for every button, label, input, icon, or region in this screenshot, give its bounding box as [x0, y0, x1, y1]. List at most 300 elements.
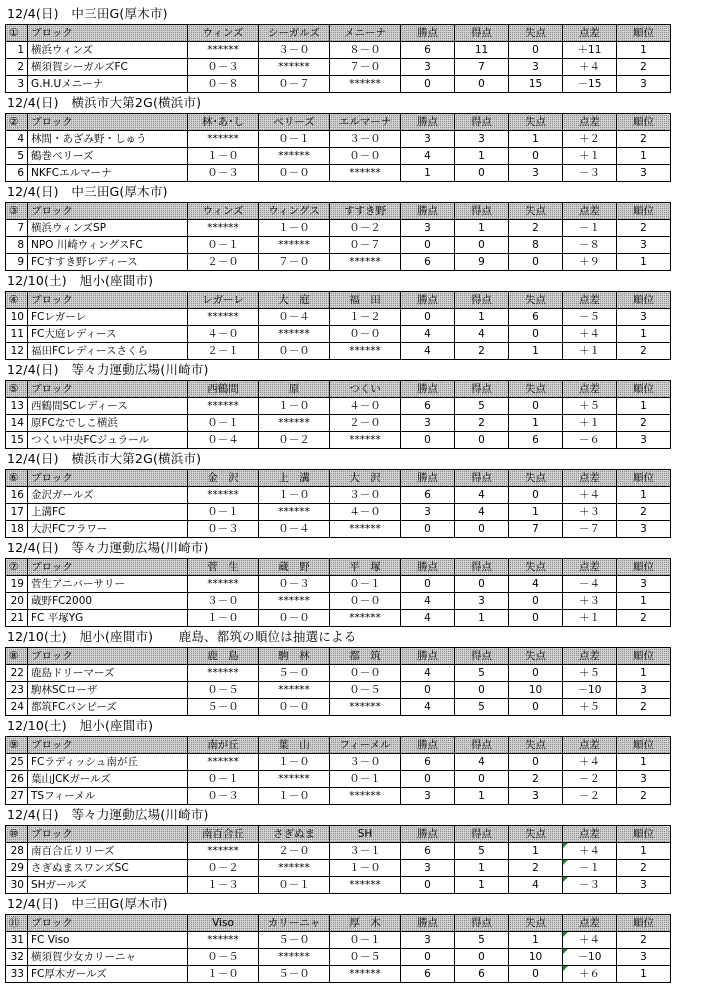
goals-against: 4 [509, 877, 563, 894]
table-row [6, 398, 671, 415]
header-gf-label: 得点 [455, 915, 509, 932]
match-result: ０－１ [330, 932, 401, 949]
team-name: 大沢FCフラワー [28, 521, 188, 538]
match-result: ０－１ [259, 131, 330, 148]
goals-against: 0 [509, 42, 563, 59]
match-result: ****** [330, 521, 401, 538]
goals-against: 3 [509, 59, 563, 76]
block-title: 12/10(土) 旭小(座間市) [7, 718, 154, 733]
header-gd-label: 点差 [563, 292, 617, 309]
header-pts-label: 勝点 [401, 915, 455, 932]
match-result: ０－４ [188, 432, 259, 449]
match-result: ０－３ [188, 165, 259, 182]
team-name: 横浜ウィンズ [28, 42, 188, 59]
team-name: 蔵野FC2000 [28, 593, 188, 610]
rank: 3 [617, 432, 671, 449]
points: 0 [401, 877, 455, 894]
match-result: ０－０ [330, 326, 401, 343]
goals-for: 1 [455, 860, 509, 877]
points: 6 [401, 487, 455, 504]
block-number: ⑪ [6, 915, 28, 932]
team-name: FC大庭レディース [28, 326, 188, 343]
table-row [6, 487, 671, 504]
header-ga-label: 失点 [509, 470, 563, 487]
team-number: 4 [6, 131, 28, 148]
match-result: ０－３ [259, 576, 330, 593]
goals-against: 2 [509, 220, 563, 237]
header-opponent: 菅 生 [188, 559, 259, 576]
header-ga-label: 失点 [509, 292, 563, 309]
team-name: NPO 川崎ウィングスFC [28, 237, 188, 254]
goal-difference: －８ [563, 237, 617, 254]
team-number: 33 [6, 966, 28, 983]
rank: 2 [617, 415, 671, 432]
goals-against: 1 [509, 932, 563, 949]
match-result: ４－０ [188, 326, 259, 343]
rank: 2 [617, 343, 671, 360]
header-row [6, 292, 671, 309]
points: 6 [401, 398, 455, 415]
header-opponent: 駒 林 [259, 648, 330, 665]
header-opponent: レガーレ [188, 292, 259, 309]
goals-against: 0 [509, 254, 563, 271]
team-number: 23 [6, 682, 28, 699]
goals-against: 6 [509, 309, 563, 326]
match-result: ０－２ [188, 860, 259, 877]
header-opponent: 上 溝 [259, 470, 330, 487]
table-row [6, 326, 671, 343]
match-result: ****** [330, 788, 401, 805]
rank: 1 [617, 148, 671, 165]
team-name: FC Viso [28, 932, 188, 949]
table-row [6, 42, 671, 59]
team-number: 25 [6, 754, 28, 771]
header-opponent: Viso [188, 915, 259, 932]
block-title: 12/10(土) 旭小(座間市) 鹿島、都筑の順位は抽選による [7, 629, 357, 644]
goal-difference: ＋９ [563, 254, 617, 271]
goals-against: 2 [509, 771, 563, 788]
rank: 1 [617, 843, 671, 860]
header-rank-label: 順位 [617, 25, 671, 42]
header-gd-label: 点差 [563, 25, 617, 42]
rank: 3 [617, 237, 671, 254]
header-block-label: ブロック [28, 203, 188, 220]
rank: 2 [617, 59, 671, 76]
match-result: ****** [330, 432, 401, 449]
header-gd-label: 点差 [563, 203, 617, 220]
header-block-label: ブロック [28, 826, 188, 843]
goal-difference: ＋４ [563, 487, 617, 504]
match-result: ０－３ [188, 521, 259, 538]
header-rank-label: 順位 [617, 470, 671, 487]
rank: 2 [617, 932, 671, 949]
points: 0 [401, 771, 455, 788]
table-row [6, 932, 671, 949]
table-row [6, 576, 671, 593]
header-opponent: ウィンズ [188, 25, 259, 42]
table-row [6, 771, 671, 788]
team-number: 27 [6, 788, 28, 805]
points: 3 [401, 131, 455, 148]
team-number: 10 [6, 309, 28, 326]
standings-sheet [5, 4, 667, 983]
goals-against: 0 [509, 398, 563, 415]
block-number: ① [6, 25, 28, 42]
header-gf-label: 得点 [455, 292, 509, 309]
header-pts-label: 勝点 [401, 203, 455, 220]
goals-for: 1 [455, 309, 509, 326]
header-block-label: ブロック [28, 381, 188, 398]
header-opponent: 南百合丘 [188, 826, 259, 843]
goals-for: 9 [455, 254, 509, 271]
header-gf-label: 得点 [455, 25, 509, 42]
header-gf-label: 得点 [455, 648, 509, 665]
team-name: 鹿島ドリーマーズ [28, 665, 188, 682]
team-name: 鶴巻ベリーズ [28, 148, 188, 165]
header-ga-label: 失点 [509, 737, 563, 754]
goal-difference: ＋１ [563, 610, 617, 627]
rank: 3 [617, 76, 671, 93]
header-opponent: メニーナ [330, 25, 401, 42]
team-name: G.H.Uメニーナ [28, 76, 188, 93]
goals-against: 1 [509, 504, 563, 521]
points: 3 [401, 788, 455, 805]
match-result: ０－２ [259, 432, 330, 449]
header-opponent: 福 田 [330, 292, 401, 309]
goals-for: 0 [455, 237, 509, 254]
match-result: ０－５ [330, 682, 401, 699]
rank: 3 [617, 165, 671, 182]
match-result: ****** [259, 59, 330, 76]
goals-for: 0 [455, 521, 509, 538]
header-gd-label: 点差 [563, 915, 617, 932]
team-name: 駒林SCローザ [28, 682, 188, 699]
table-row [6, 877, 671, 894]
points: 1 [401, 165, 455, 182]
table-row [6, 165, 671, 182]
header-opponent: シーガルズ [259, 25, 330, 42]
points: 0 [401, 237, 455, 254]
header-block-label: ブロック [28, 470, 188, 487]
match-result: ３－０ [188, 593, 259, 610]
match-result: ０－５ [188, 682, 259, 699]
team-number: 14 [6, 415, 28, 432]
team-name: FCすすき野レディース [28, 254, 188, 271]
header-gf-label: 得点 [455, 470, 509, 487]
block-number: ⑧ [6, 648, 28, 665]
match-result: ****** [188, 487, 259, 504]
table-row [6, 610, 671, 627]
match-result: ３－０ [330, 754, 401, 771]
match-result: ****** [259, 771, 330, 788]
match-result: ****** [330, 610, 401, 627]
team-number: 2 [6, 59, 28, 76]
header-pts-label: 勝点 [401, 292, 455, 309]
goals-against: 7 [509, 521, 563, 538]
points: 0 [401, 309, 455, 326]
rank: 1 [617, 593, 671, 610]
rank: 3 [617, 682, 671, 699]
match-result: ****** [259, 148, 330, 165]
match-result: ０－１ [330, 771, 401, 788]
match-result: ０－１ [188, 415, 259, 432]
team-number: 1 [6, 42, 28, 59]
rank: 1 [617, 42, 671, 59]
match-result: ０－０ [330, 148, 401, 165]
team-number: 15 [6, 432, 28, 449]
team-number: 26 [6, 771, 28, 788]
table-row [6, 343, 671, 360]
header-gd-label: 点差 [563, 559, 617, 576]
block-table [5, 469, 671, 538]
block-table [5, 914, 671, 983]
table-row [6, 220, 671, 237]
match-result: ０－７ [259, 76, 330, 93]
rank: 2 [617, 860, 671, 877]
table-row [6, 699, 671, 716]
match-result: １－０ [259, 398, 330, 415]
match-result: ０－５ [330, 949, 401, 966]
team-number: 12 [6, 343, 28, 360]
team-number: 6 [6, 165, 28, 182]
block-title: 12/4(日) 中三田G(厚木市) [7, 896, 168, 911]
team-number: 19 [6, 576, 28, 593]
goals-for: 4 [455, 754, 509, 771]
goal-difference: ＋１ [563, 415, 617, 432]
goal-difference: －15 [563, 76, 617, 93]
header-ga-label: 失点 [509, 648, 563, 665]
match-result: ****** [330, 699, 401, 716]
header-ga-label: 失点 [509, 915, 563, 932]
header-pts-label: 勝点 [401, 25, 455, 42]
block-title: 12/4(日) 等々力運動広場(川崎市) [7, 362, 209, 377]
match-result: １－０ [259, 220, 330, 237]
match-result: ****** [330, 877, 401, 894]
goals-for: 0 [455, 771, 509, 788]
rank: 2 [617, 504, 671, 521]
block-title: 12/4(日) 横浜市大第2G(横浜市) [7, 95, 202, 110]
goals-for: 0 [455, 682, 509, 699]
header-opponent: ウィングス [259, 203, 330, 220]
goals-for: 1 [455, 148, 509, 165]
team-name: 横須賀シーガルズFC [28, 59, 188, 76]
rank: 1 [617, 398, 671, 415]
team-name: 横須賀少女カリーニャ [28, 949, 188, 966]
header-opponent: 林･あ･し [188, 114, 259, 131]
goals-for: 4 [455, 504, 509, 521]
goal-difference: ＋４ [563, 754, 617, 771]
goals-for: 4 [455, 487, 509, 504]
match-result: ２－０ [188, 254, 259, 271]
goal-difference: －５ [563, 309, 617, 326]
points: 3 [401, 504, 455, 521]
header-gd-label: 点差 [563, 470, 617, 487]
header-gf-label: 得点 [455, 381, 509, 398]
header-ga-label: 失点 [509, 114, 563, 131]
points: 4 [401, 699, 455, 716]
match-result: ０－３ [188, 788, 259, 805]
header-gf-label: 得点 [455, 203, 509, 220]
header-gd-label: 点差 [563, 648, 617, 665]
goal-difference: ＋４ [563, 932, 617, 949]
goal-difference: ＋１ [563, 343, 617, 360]
goal-difference: ＋３ [563, 504, 617, 521]
goals-against: 3 [509, 165, 563, 182]
team-name: 林間・あざみ野・しゅう [28, 131, 188, 148]
table-row [6, 966, 671, 983]
header-opponent: 葉 山 [259, 737, 330, 754]
team-number: 11 [6, 326, 28, 343]
rank: 1 [617, 326, 671, 343]
rank: 1 [617, 665, 671, 682]
goals-for: 3 [455, 131, 509, 148]
header-opponent: ウィンズ [188, 203, 259, 220]
header-row [6, 381, 671, 398]
match-result: １－２ [330, 309, 401, 326]
header-block-label: ブロック [28, 915, 188, 932]
header-row [6, 559, 671, 576]
rank: 2 [617, 788, 671, 805]
goal-difference: －10 [563, 682, 617, 699]
rank: 3 [617, 521, 671, 538]
points: 3 [401, 220, 455, 237]
goals-against: 4 [509, 576, 563, 593]
goal-difference: ＋４ [563, 326, 617, 343]
match-result: ****** [259, 682, 330, 699]
points: 6 [401, 754, 455, 771]
goals-against: 1 [509, 843, 563, 860]
block-table [5, 113, 671, 182]
match-result: ０－４ [259, 521, 330, 538]
header-opponent: 蔵 野 [259, 559, 330, 576]
match-result: ****** [188, 754, 259, 771]
points: 4 [401, 665, 455, 682]
block-number: ⑨ [6, 737, 28, 754]
block-number: ⑤ [6, 381, 28, 398]
rank: 3 [617, 771, 671, 788]
block-title: 12/10(土) 旭小(座間市) [7, 273, 154, 288]
goal-difference: ＋５ [563, 398, 617, 415]
goals-for: 5 [455, 932, 509, 949]
header-block-label: ブロック [28, 25, 188, 42]
header-gd-label: 点差 [563, 114, 617, 131]
match-result: ０－５ [188, 949, 259, 966]
team-number: 5 [6, 148, 28, 165]
goals-against: 2 [509, 860, 563, 877]
table-row [6, 254, 671, 271]
block-title: 12/4(日) 等々力運動広場(川崎市) [7, 807, 209, 822]
header-row [6, 648, 671, 665]
match-result: ０－１ [188, 237, 259, 254]
match-result: １－０ [259, 788, 330, 805]
table-row [6, 682, 671, 699]
header-opponent: 原 [259, 381, 330, 398]
table-row [6, 148, 671, 165]
match-result: １－０ [259, 754, 330, 771]
points: 0 [401, 521, 455, 538]
team-number: 32 [6, 949, 28, 966]
header-pts-label: 勝点 [401, 114, 455, 131]
match-result: ０－３ [188, 59, 259, 76]
header-rank-label: 順位 [617, 915, 671, 932]
team-number: 28 [6, 843, 28, 860]
points: 6 [401, 843, 455, 860]
header-block-label: ブロック [28, 292, 188, 309]
goals-against: 0 [509, 593, 563, 610]
header-gd-label: 点差 [563, 826, 617, 843]
table-row [6, 131, 671, 148]
match-result: ５－０ [259, 932, 330, 949]
goals-against: 10 [509, 949, 563, 966]
header-gd-label: 点差 [563, 381, 617, 398]
goal-difference: －10 [563, 949, 617, 966]
table-row [6, 860, 671, 877]
points: 0 [401, 76, 455, 93]
points: 3 [401, 415, 455, 432]
team-name: 西鶴間SCレディース [28, 398, 188, 415]
table-row [6, 521, 671, 538]
header-opponent: 鹿 島 [188, 648, 259, 665]
block-table [5, 825, 671, 894]
header-rank-label: 順位 [617, 826, 671, 843]
team-number: 3 [6, 76, 28, 93]
block-title: 12/4(日) 中三田G(厚木市) [7, 184, 168, 199]
match-result: ０－１ [330, 576, 401, 593]
header-row [6, 737, 671, 754]
header-pts-label: 勝点 [401, 737, 455, 754]
match-result: ****** [259, 593, 330, 610]
header-pts-label: 勝点 [401, 648, 455, 665]
match-result: ２－１ [188, 343, 259, 360]
match-result: ２－０ [330, 415, 401, 432]
header-rank-label: 順位 [617, 203, 671, 220]
match-result: ０－２ [330, 220, 401, 237]
header-rank-label: 順位 [617, 292, 671, 309]
block-table [5, 558, 671, 627]
team-number: 20 [6, 593, 28, 610]
goal-difference: ＋11 [563, 42, 617, 59]
header-opponent: つくい [330, 381, 401, 398]
goal-difference: ＋３ [563, 593, 617, 610]
goals-for: 7 [455, 59, 509, 76]
header-row [6, 25, 671, 42]
match-result: １－０ [188, 966, 259, 983]
header-opponent: フィーメル [330, 737, 401, 754]
block-number: ⑦ [6, 559, 28, 576]
goals-for: 0 [455, 576, 509, 593]
header-gf-label: 得点 [455, 559, 509, 576]
team-name: 葉山JCKガールズ [28, 771, 188, 788]
header-opponent: SH [330, 826, 401, 843]
match-result: ****** [188, 576, 259, 593]
block-table [5, 202, 671, 271]
header-gd-label: 点差 [563, 737, 617, 754]
team-number: 13 [6, 398, 28, 415]
header-opponent: 大 庭 [259, 292, 330, 309]
header-opponent: 金 沢 [188, 470, 259, 487]
match-result: ０－１ [188, 771, 259, 788]
goals-against: 10 [509, 682, 563, 699]
block-table [5, 736, 671, 805]
match-result: ****** [188, 309, 259, 326]
block-number: ③ [6, 203, 28, 220]
match-result: ****** [188, 220, 259, 237]
header-opponent: 西鶴間 [188, 381, 259, 398]
match-result: ３－０ [259, 42, 330, 59]
match-result: ****** [188, 42, 259, 59]
match-result: １－３ [188, 877, 259, 894]
goal-difference: ＋４ [563, 843, 617, 860]
